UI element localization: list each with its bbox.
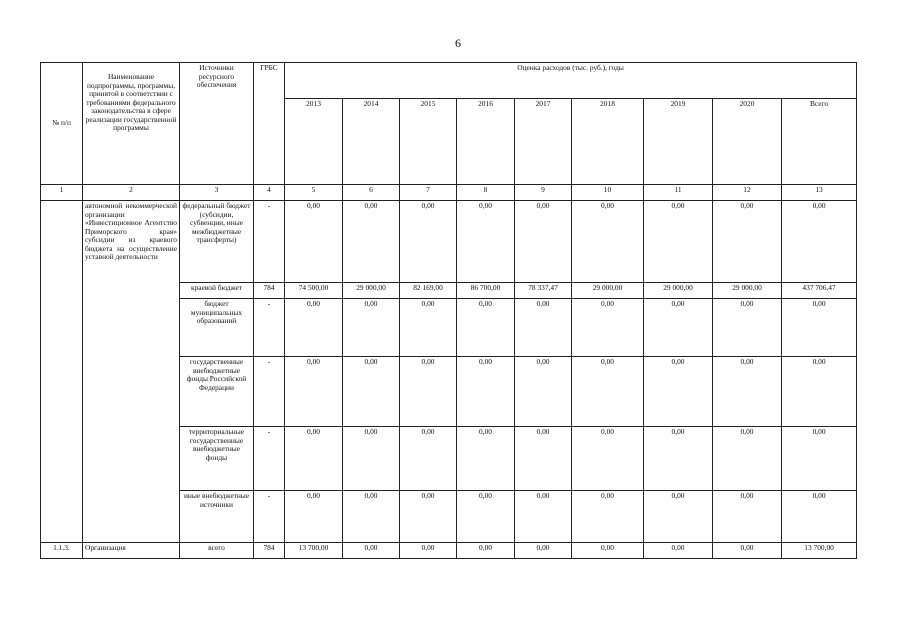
value-cell: 0,00 (515, 201, 572, 283)
value-cell: 0,00 (285, 299, 343, 357)
year-header: 2015 (400, 99, 457, 185)
column-index: 10 (572, 185, 644, 201)
source-cell: всего (180, 543, 254, 559)
year-header: 2016 (457, 99, 515, 185)
value-cell-total: 0,00 (782, 427, 857, 491)
value-cell: 0,00 (713, 299, 782, 357)
source-cell: государственные внебюджетные фонды Российской Федерации (180, 357, 254, 427)
row-num-empty (41, 201, 83, 543)
year-header: 2013 (285, 99, 343, 185)
value-cell: 0,00 (400, 299, 457, 357)
column-index: 1 (41, 185, 83, 201)
value-cell: 0,00 (572, 357, 644, 427)
column-index: 4 (254, 185, 285, 201)
value-cell: 0,00 (400, 543, 457, 559)
column-index: 9 (515, 185, 572, 201)
value-cell-total: 437 706,47 (782, 283, 857, 299)
value-cell: 0,00 (457, 427, 515, 491)
value-cell: 0,00 (457, 357, 515, 427)
column-index: 2 (83, 185, 180, 201)
value-cell: 0,00 (400, 491, 457, 543)
value-cell: 13 700,00 (285, 543, 343, 559)
year-header: 2017 (515, 99, 572, 185)
header-col-estimate: Оценка расходов (тыс. руб.), годы (285, 63, 857, 99)
value-cell: 0,00 (285, 201, 343, 283)
value-cell: 0,00 (644, 201, 713, 283)
grbs-cell: - (254, 491, 285, 543)
column-index: 3 (180, 185, 254, 201)
row-num: 1.1.3. (41, 543, 83, 559)
column-index: 11 (644, 185, 713, 201)
value-cell: 78 337,47 (515, 283, 572, 299)
value-cell: 29 000,00 (644, 283, 713, 299)
value-cell: 0,00 (713, 543, 782, 559)
grbs-cell: 784 (254, 543, 285, 559)
year-header-total: Всего (782, 99, 857, 185)
value-cell: 0,00 (343, 491, 400, 543)
value-cell: 0,00 (644, 427, 713, 491)
source-cell: территориальные государственные внебюджетные фонды (180, 427, 254, 491)
column-index: 5 (285, 185, 343, 201)
value-cell: 0,00 (644, 543, 713, 559)
column-index: 12 (713, 185, 782, 201)
grbs-cell: - (254, 299, 285, 357)
budget-table (40, 62, 857, 559)
column-index-row (41, 185, 857, 201)
value-cell: 0,00 (713, 491, 782, 543)
year-header: 2020 (713, 99, 782, 185)
value-cell: 0,00 (572, 427, 644, 491)
value-cell: 0,00 (713, 427, 782, 491)
value-cell: 0,00 (285, 427, 343, 491)
source-cell: федеральный бюджет (субсидии, субвенции, иные межбюджетные трансферты) (180, 201, 254, 283)
table-row (41, 543, 857, 559)
grbs-cell: 784 (254, 283, 285, 299)
value-cell: 0,00 (572, 201, 644, 283)
value-cell: 74 500,00 (285, 283, 343, 299)
value-cell: 0,00 (457, 201, 515, 283)
value-cell-total: 0,00 (782, 491, 857, 543)
header-col-source: Источники ресурсного обеспечения (180, 63, 254, 185)
year-header: 2019 (644, 99, 713, 185)
value-cell: 0,00 (457, 299, 515, 357)
source-cell: бюджет муниципальных образований (180, 299, 254, 357)
value-cell-total: 0,00 (782, 357, 857, 427)
value-cell: 0,00 (285, 357, 343, 427)
value-cell: 0,00 (343, 427, 400, 491)
value-cell: 0,00 (515, 427, 572, 491)
value-cell: 86 700,00 (457, 283, 515, 299)
column-index: 13 (782, 185, 857, 201)
column-index: 6 (343, 185, 400, 201)
grbs-cell: - (254, 357, 285, 427)
value-cell: 29 000,00 (572, 283, 644, 299)
value-cell: 29 000,00 (343, 283, 400, 299)
value-cell: 0,00 (343, 543, 400, 559)
value-cell: 82 169,00 (400, 283, 457, 299)
value-cell: 0,00 (343, 201, 400, 283)
value-cell: 0,00 (515, 543, 572, 559)
value-cell: 0,00 (457, 543, 515, 559)
header-col-name: Наименование подпрограммы, программы, принятой в соответствии с требованиями федерального законодательства в сфере реализации государственной программы (83, 63, 180, 185)
source-cell: краевой бюджет (180, 283, 254, 299)
column-index: 8 (457, 185, 515, 201)
header-col-grbs: ГРБС (254, 63, 285, 185)
value-cell: 29 000,00 (713, 283, 782, 299)
value-cell: 0,00 (572, 299, 644, 357)
value-cell: 0,00 (572, 543, 644, 559)
source-cell: иные внебюджетные источники (180, 491, 254, 543)
value-cell: 0,00 (572, 491, 644, 543)
program-name: автономной некоммерческой организации «Инвестиционное Агентство Приморского края» субсидии из краевого бюджета на осуществление уставной деятельности (83, 201, 180, 543)
grbs-cell: - (254, 201, 285, 283)
value-cell: 0,00 (457, 491, 515, 543)
column-index: 7 (400, 185, 457, 201)
table-row (41, 201, 857, 283)
value-cell: 0,00 (343, 299, 400, 357)
value-cell-total: 0,00 (782, 201, 857, 283)
page-number: 6 (455, 36, 461, 50)
value-cell: 0,00 (515, 491, 572, 543)
header-row-1 (41, 63, 857, 99)
value-cell-total: 0,00 (782, 299, 857, 357)
value-cell: 0,00 (343, 357, 400, 427)
year-header: 2014 (343, 99, 400, 185)
year-header: 2018 (572, 99, 644, 185)
header-col-num: № п/п (41, 63, 83, 185)
value-cell: 0,00 (285, 491, 343, 543)
value-cell: 0,00 (713, 201, 782, 283)
value-cell: 0,00 (400, 357, 457, 427)
value-cell: 0,00 (644, 491, 713, 543)
program-name: Организация (83, 543, 180, 559)
value-cell: 0,00 (515, 357, 572, 427)
value-cell: 0,00 (515, 299, 572, 357)
grbs-cell: - (254, 427, 285, 491)
value-cell: 0,00 (644, 357, 713, 427)
value-cell-total: 13 700,00 (782, 543, 857, 559)
value-cell: 0,00 (713, 357, 782, 427)
value-cell: 0,00 (400, 427, 457, 491)
value-cell: 0,00 (644, 299, 713, 357)
value-cell: 0,00 (400, 201, 457, 283)
